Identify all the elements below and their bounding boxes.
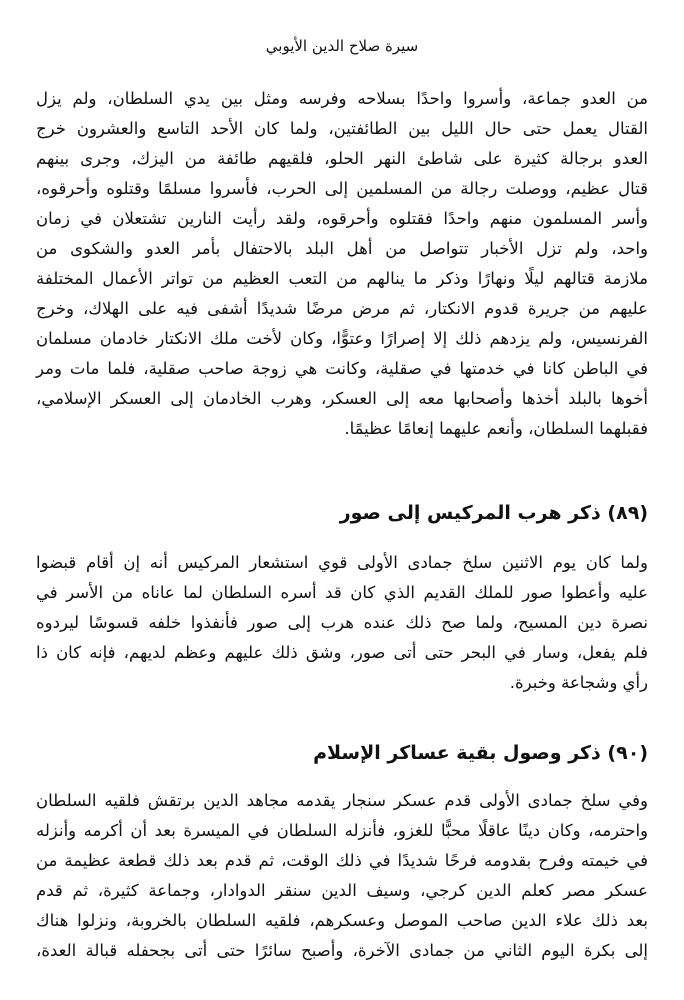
paragraph-line: فلم يفعل، وسار في البحر حتى أتى صور، وشق ذلك عليهم وعظم لديهم، فإنه كان ذا [36,643,648,662]
paragraph-line: من العدو جماعة، وأسروا واحدًا بسلاحه وفرسه ومثل بين يدي السلطان، ولم يزل [36,89,648,108]
section-heading: (٨٩) ذكر هرب المركيس إلى صور [339,502,648,524]
paragraph-line: القتال يعمل حتى حال الليل بين الطائفتين، ولما كان الأحد التاسع والعشرون خرج [36,119,648,138]
paragraph-line: في خيمته وفرح بقدومه فرحًا شديدًا في ذلك الوقت، ثم قدم بعد ذلك قطعة عظيمة من [36,851,648,870]
paragraph-line: بعد ذلك علاء الدين صاحب الموصل وعسكرهم، فلقيه السلطان بالخروبة، ونزلوا هناك [36,911,648,930]
paragraph-line: ملازمة قتالهم ليلًا ونهارًا وذكر ما ينالهم من التعب العظيم من تواتر الأعمال المختلفة [36,269,648,288]
paragraph-line: ولما كان يوم الاثنين سلخ جمادى الأولى قوي استشعار المركيس أنه إن أقام قبضوا [36,553,648,572]
paragraph-line: فقبلهما السلطان، وأنعم عليهما إنعامًا عظيمًا. [344,419,648,438]
paragraph-line: وفي سلخ جمادى الأولى قدم عسكر سنجار يقدمه مجاهد الدين برتقش فلقيه السلطان [36,791,648,810]
paragraph-line: الفرنسيس، ولم يزدهم ذلك إلا إصرارًا وعتوًّا، وكان لأخت ملك الانكتار خادمان مسلمان [36,329,648,348]
running-header: سيرة صلاح الدين الأيوبي [265,37,419,55]
paragraph-line: عليه وأعطوا صور للملك القديم الذي كان قد أسره السلطان لما عاناه من الأسر في [36,583,648,602]
section-heading: (٩٠) ذكر وصول بقية عساكر الإسلام [313,742,648,764]
paragraph-line: واحد، ولم تزل الأخبار تتواصل من أهل البلد بالاحتفال بأمر العدو والشكوى من [36,239,648,258]
paragraph-line: إلى بكرة اليوم الثاني من جمادى الآخرة، وأصبح سائرًا حتى أتى بجحفله قبالة العدة، [36,941,648,960]
paragraph-line: عسكر مصر كعلم الدين كرجي، وسيف الدين سنقر الدوادار، وجماعة كثيرة، ثم قدم [36,881,648,900]
paragraph-line: واحترمه، وكان دينًا عاقلًا محبًّا للغزو، فأنزله السلطان في الميسرة بعد أن أكرمه وأنزله [36,821,648,840]
paragraph-line: رأي وشجاعة وخبرة. [509,673,648,692]
paragraph-line: وأسر المسلمون منهم واحدًا فقتلوه وأحرقوه، ولقد رأيت النارين تشتعلان في زمان [36,209,648,228]
paragraph-line: في الباطن كانا في خدمتها في صقلية، وكانت هي زوجة صاحب صقلية، فلما مات ومر [36,359,648,378]
paragraph-line: العدو برجالة كثيرة على شاطئ النهر الحلو، فلقيهم طائفة من اليزك، وجرى بينهم [36,149,648,168]
paragraph-line: أخوها بالبلد أخذها وأصحابها معه إلى العسكر، وهرب الخادمان إلى العسكر الإسلامي، [36,389,648,408]
paragraph-line: قتال عظيم، ووصلت رجالة من المسلمين إلى الحرب، فأسروا مسلمًا وقتلوه وأحرقوه، [36,179,648,198]
paragraph-line: نصرة دين المسيح، ولما صح ذلك عنده هرب إلى صور فأنفذوا خلفه قسوسًا ليردوه [36,613,648,632]
paragraph-line: عليهم من جريرة قدوم الانكتار، ثم مرض مرضًا شديدًا أشفى فيه على الهلاك، وخرج [36,299,648,318]
